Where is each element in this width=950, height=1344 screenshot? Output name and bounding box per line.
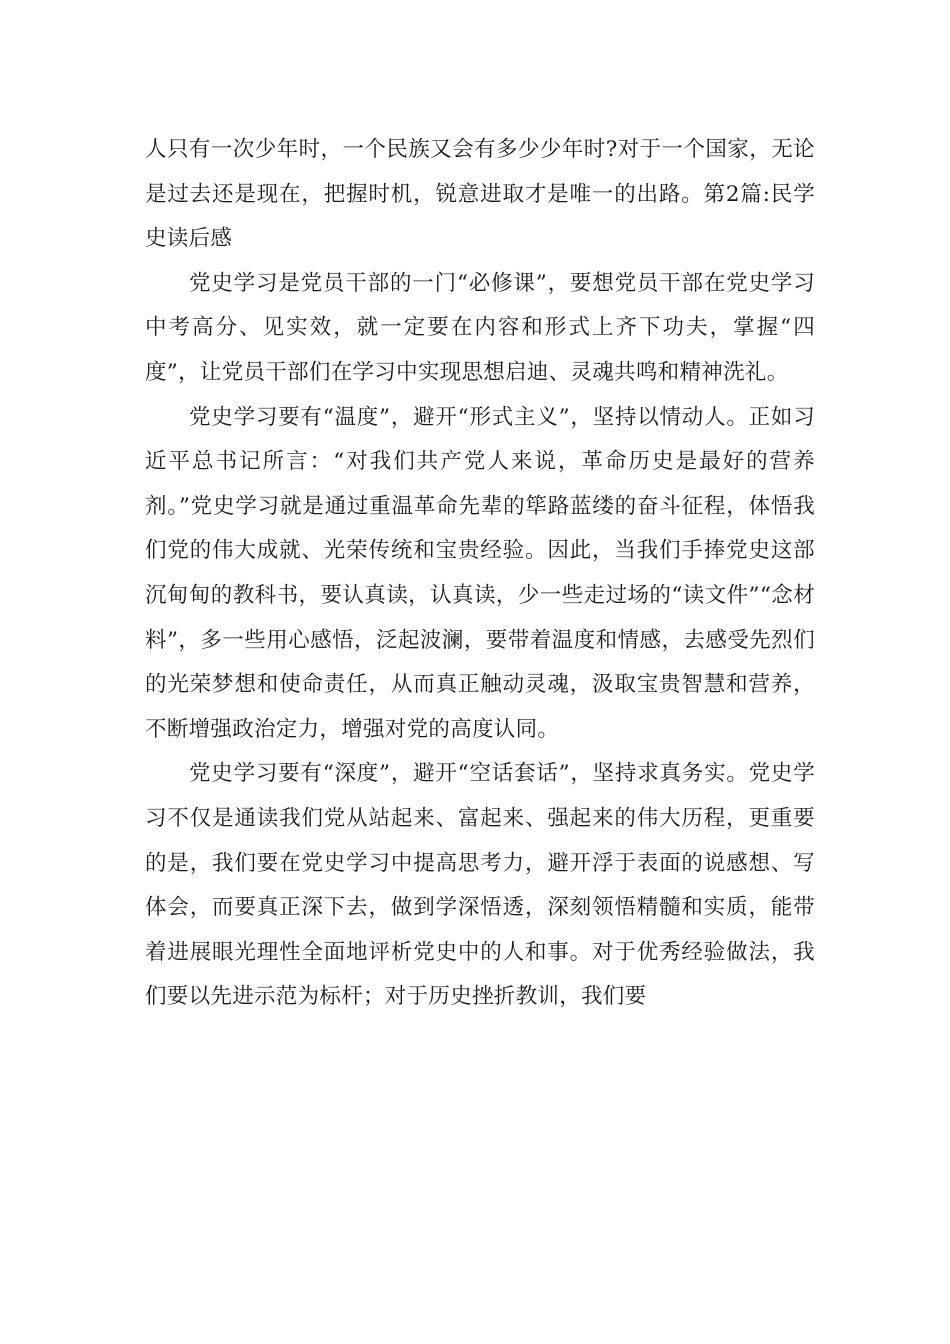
paragraph-depth: 党史学习要有“深度”，避开“空话套话”，坚持求真务实。党史学习不仅是通读我们党从站起来、富起来、强起来的伟大历程，更重要的是，我们要在党史学习中提高思考力，避开浮于表面的说感想、写体会，而要真正深下去，做到学深悟透，深刻领悟精髓和实质，能带着进展眼光理性全面地评析党史中的人和事。对于优秀经验做法，我们要以先进示范为标杆；对于历史挫折教训，我们要 bbox=[145, 761, 815, 1010]
paragraph-intro: 党史学习是党员干部的一门“必修课”，要想党员干部在党史学习中考高分、见实效，就一定要在内容和形式上齐下功夫，掌握“四度”，让党员干部们在学习中实现思想启迪、灵魂共鸣和精神洗礼。 bbox=[145, 270, 815, 385]
document-body bbox=[145, 128, 815, 1020]
paragraph-warmth: 党史学习要有“温度”，避开“形式主义”，坚持以情动人。正如习近平总书记所言：“对我们共产党人来说，革命历史是最好的营养剂。”党史学习就是通过重温革命先辈的筚路蓝缕的奋斗征程，体悟我们党的伟大成就、光荣传统和宝贵经验。因此，当我们手捧党史这部沉甸甸的教科书，要认真读，认真读，少一些走过场的“读文件”“念材料”，多一些用心感悟，泛起波澜，要带着温度和情感，去感受先烈们的光荣梦想和使命责任，从而真正触动灵魂，汲取宝贵智慧和营养，不断增强政治定力，增强对党的高度认同。 bbox=[145, 404, 815, 742]
paragraph-continuation: 人只有一次少年时，一个民族又会有多少少年时?对于一个国家，无论是过去还是现在，把握时机，锐意进取才是唯一的出路。第2篇:民学史读后感 bbox=[145, 137, 815, 252]
